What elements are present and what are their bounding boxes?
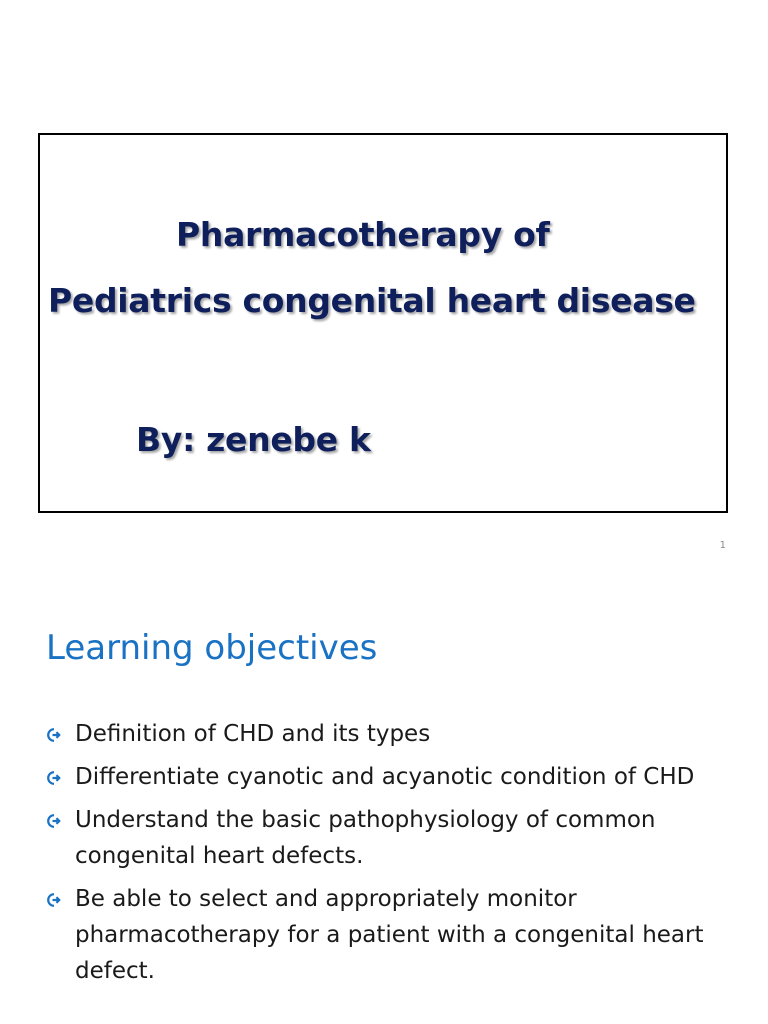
arrow-circle-icon [46, 892, 62, 908]
page-number: 1 [719, 540, 726, 551]
arrow-circle-icon [46, 770, 62, 786]
list-item [46, 802, 746, 874]
arrow-circle-icon [46, 813, 62, 829]
objective-text: Differentiate cyanotic and acyanotic condition of CHD [75, 764, 695, 790]
section-heading: Learning objectives [46, 628, 378, 668]
objective-text: Definition of CHD and its types [75, 721, 431, 747]
list-item [46, 716, 746, 752]
list-item [46, 881, 746, 989]
objectives-list [46, 716, 746, 996]
slide-title-line-2: Pediatrics congenital heart disease [48, 281, 696, 320]
objective-text: Understand the basic pathophysiology of common congenital heart defects. [75, 807, 656, 869]
slide-title-line-1: Pharmacotherapy of [176, 215, 550, 254]
objective-text: Be able to select and appropriately monitor pharmacotherapy for a patient with a congenital heart defect. [75, 886, 704, 984]
arrow-circle-icon [46, 727, 62, 743]
title-slide-frame [38, 133, 728, 513]
list-item [46, 759, 746, 795]
slide-author: By: zenebe k [136, 420, 371, 459]
